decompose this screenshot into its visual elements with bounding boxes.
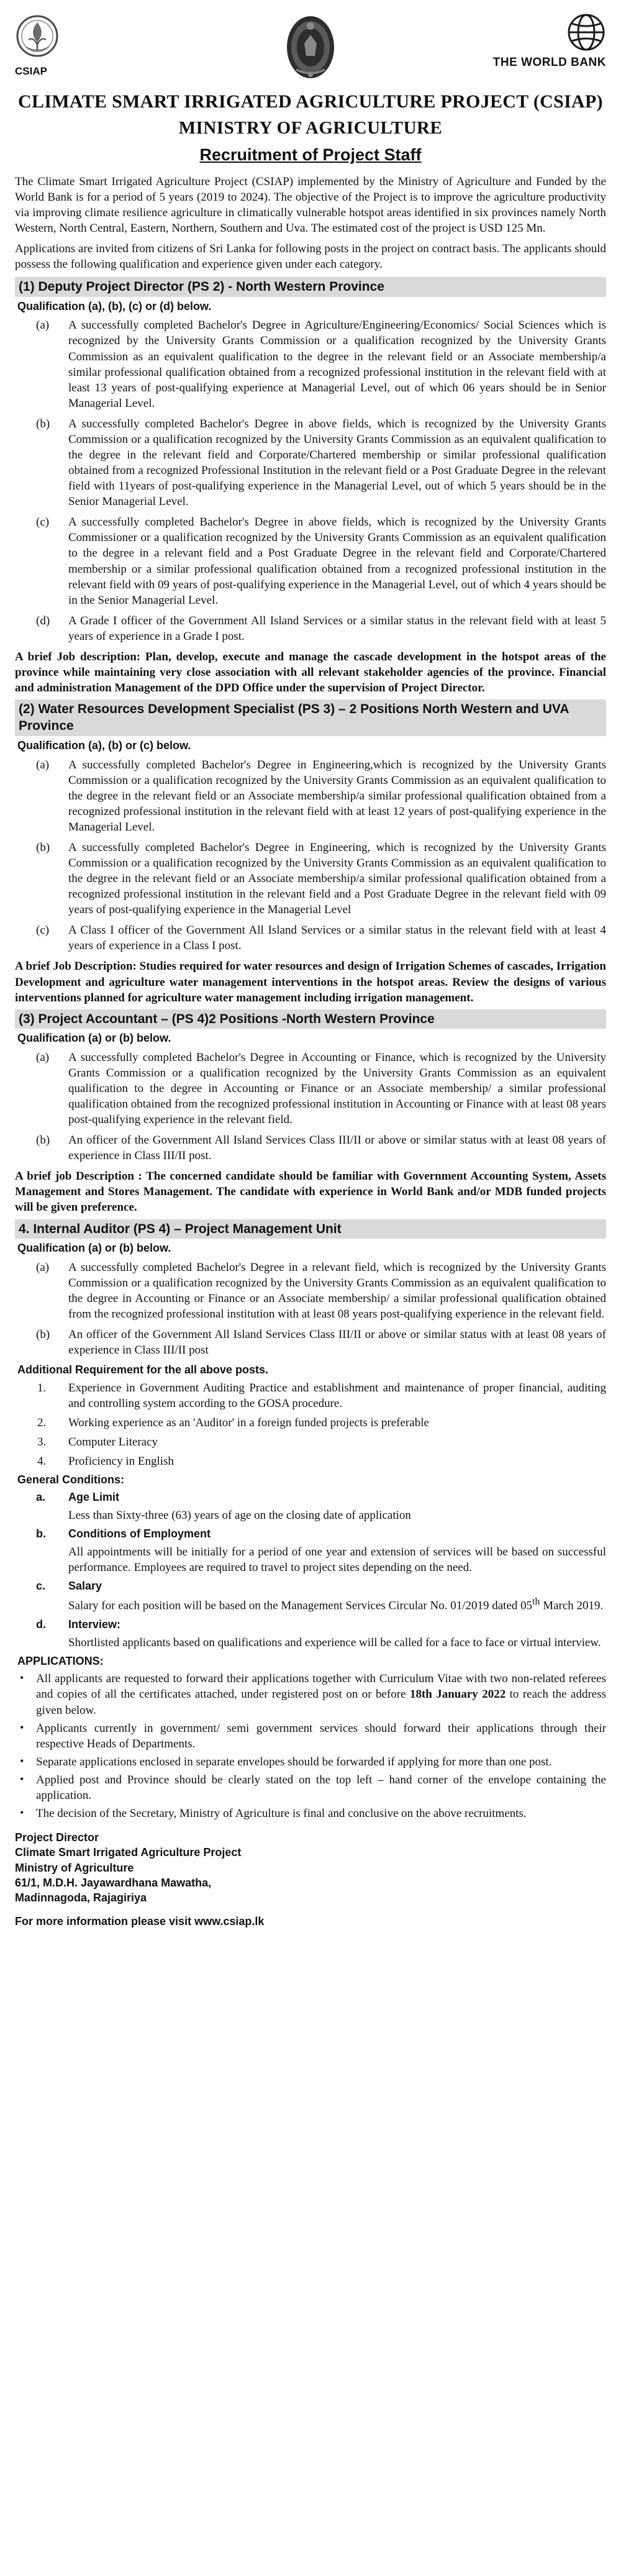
world-bank-globe-icon (566, 12, 606, 52)
address-line: 61/1, M.D.H. Jayawardhana Mawatha, (15, 1877, 212, 1889)
list-text: Applied post and Province should be clearly stated on the top left – hand corner of the envelope containing the application. (36, 1773, 606, 1802)
qualification-item (36, 514, 606, 608)
intro-paragraph: The Climate Smart Irrigated Agriculture Project (CSIAP) implemented by the Ministry of Agriculture and Funded by the World Bank is for a period of 5 years (2019 to 2024). The objective of the Project is to improve the agriculture productivity via improving climate resilience agriculture in climatically vulnerable hotspot areas identified in six provinces namely North Western, North Central, Eastern, Northern, Southern and Uva. The estimated cost of the project is USD 125 Mn. (15, 175, 606, 235)
qualification-line: Qualification (a) or (b) below. (17, 1032, 171, 1044)
header-logos (15, 12, 606, 88)
applications-section (15, 1654, 606, 1821)
list-text: Computer Literacy (68, 1436, 158, 1449)
qualification-text: An officer of the Government All Island Services Class III/II or above or similar status with at least 08 years of experience in Class III/II post. (68, 1134, 606, 1163)
condition-title: Interview: (68, 1618, 121, 1631)
sri-lanka-emblem-icon (284, 12, 337, 82)
csiap-emblem-icon (15, 12, 60, 62)
condition-label: a. (36, 1490, 46, 1503)
condition-title: Conditions of Employment (68, 1527, 211, 1540)
bullet-icon: • (20, 1754, 24, 1767)
applications-heading: APPLICATIONS: (17, 1654, 104, 1667)
ministry-name: MINISTRY OF AGRICULTURE (178, 118, 443, 138)
address-line: Climate Smart Irrigated Agriculture Project (15, 1846, 242, 1859)
list-item (36, 1380, 606, 1411)
list-item (20, 1671, 606, 1718)
job-description: A brief Job description: Plan, develop, execute and manage the cascade development in the hotspot areas of the province while maintaining very close association with all relevant stakeholder agencies of the province. Financial and administration Management of the DPD Office under the supervision of Project Director. (15, 650, 606, 695)
qualification-label: (b) (36, 417, 50, 430)
general-conditions (15, 1473, 606, 1650)
qualification-line: Qualification (a), (b), (c) or (d) below. (17, 299, 212, 312)
qualification-item (36, 613, 606, 644)
job-description: A brief Job Description: Studies required for water resources and design of Irrigation Schemes of cascades, Irrigation Development and agriculture water management interventions in the hotspot areas. Review the designs of various interventions planned for agriculture water management including irrigation management. (15, 960, 606, 1004)
qualification-text: A Class I officer of the Government All Island Services or a similar status in the relevant field with at least 4 years of experience in a Class I post. (68, 924, 606, 953)
qualification-item (36, 416, 606, 509)
address-line: Ministry of Agriculture (15, 1861, 134, 1874)
list-text: Separate applications enclosed in separate envelopes should be forwarded if applying for more than one post. (36, 1755, 552, 1768)
condition-label: d. (36, 1618, 46, 1631)
condition-title: Age Limit (68, 1490, 120, 1503)
condition-text: All appointments will be initially for a period of one year and extension of services will be based on successful performance. Employees are required to travel to project sites depending on the need. (68, 1545, 606, 1574)
condition-item (36, 1618, 606, 1650)
bullet-icon: • (20, 1672, 24, 1685)
qualification-label: (a) (36, 319, 50, 332)
general-conditions-list (36, 1490, 606, 1650)
qualification-label: (d) (36, 614, 50, 627)
list-number: 2. (37, 1416, 47, 1429)
list-text: Working experience as an 'Auditor' in a foreign funded projects is preferable (68, 1416, 429, 1429)
list-item (20, 1721, 606, 1752)
address-line: Madinnagoda, Rajagiriya (15, 1891, 147, 1905)
additional-list (36, 1380, 606, 1469)
post-section (15, 1009, 606, 1216)
list-number: 3. (37, 1436, 47, 1449)
qualification-label: (c) (36, 516, 50, 529)
qualification-item (36, 1132, 606, 1163)
list-item (36, 1454, 606, 1469)
project-title: CLIMATE SMART IRRIGATED AGRICULTURE PROJECT (CSIAP) (18, 91, 603, 112)
list-number: 1. (37, 1381, 47, 1395)
qualification-text: A successfully completed Bachelor's Degree in Engineering, which is recognized by the University Grants Commission or a qualification recognized by the University Grants Commission as an equivalent qualification to the degree in the relevant field or an Associate membership/a similar professional qualification obtained from a recognized professional institution in the relevant field and a Post Graduate Degree in the relevant field with 09 years of post-qualifying experience in the Managerial Level (68, 840, 606, 917)
qualification-text: A successfully completed Bachelor's Degree in Accounting or Finance, which is recognized by the University Grants Commission or a qualification recognized by the University Grants Commission as an equivalent qualification to the degree in Accounting or Finance or an Associate membership/ a similar professional qualification obtained from the recognized professional institution in Accounting or Finance with at least 08 years post-qualifying experience in the relevant field. (68, 1050, 606, 1127)
qualification-list (36, 1260, 606, 1358)
additional-requirements (15, 1363, 606, 1469)
recruitment-heading: Recruitment of Project Staff (199, 145, 422, 165)
list-text: Applicants currently in government/ semi government services should forward their applications through their respective Heads of Departments. (36, 1721, 606, 1750)
bullet-icon: • (20, 1721, 24, 1734)
text-segment: to reach the address given below. (36, 1688, 606, 1717)
section-title: (2) Water Resources Development Specialist (PS 3) – 2 Positions North Western and UVA Province (15, 699, 606, 736)
contact-address (15, 1830, 606, 1905)
salary-text-before: Salary for each position will be based on the Management Services Circular No. 01/2019 dated 05 (68, 1599, 533, 1613)
list-text: Experience in Government Auditing Practice and establishment and maintenance of proper financial, auditing and controlling system according to the GOSA procedure. (68, 1381, 606, 1410)
qualification-item (36, 1260, 606, 1322)
condition-text (68, 1596, 606, 1613)
world-bank-caption: THE WORLD BANK (492, 56, 606, 69)
qualification-text: A successfully completed Bachelor's Degree in Agriculture/Engineering/Economics/ Social Sciences which is recognized by the University Grants Commission or a qualification recognized by the University Grants Commission as an equivalent qualification to the degree in the relevant field or an Associate membership/a similar professional qualification obtained from a recognized professional institution in the relevant field with at least 13 years of post-qualifying experience at Managerial Level, out of which 06 years should be in Senior Managerial Level. (68, 319, 606, 410)
qualification-item (36, 922, 606, 953)
deadline-date: 18th January 2022 (409, 1688, 506, 1701)
qualification-label: (b) (36, 840, 50, 854)
qualification-text: A successfully completed Bachelor's Degree in Engineering,which is recognized by the University Grants Commission or a qualification recognized by the University Grants Commission as an equivalent qualification to the degree in the relevant field or an Associate membership/a similar professional qualification obtained from a recognized professional institution in the relevant field with at least 12 years of post-qualifying experience in the Managerial Level. (68, 758, 606, 834)
csiap-logo-caption: CSIAP (15, 65, 47, 77)
qualification-line: Qualification (a) or (b) below. (17, 1241, 171, 1254)
qualification-label: (c) (36, 924, 50, 937)
condition-item (36, 1490, 606, 1523)
general-heading: General Conditions: (17, 1473, 125, 1486)
list-number: 4. (37, 1455, 47, 1468)
post-section (15, 699, 606, 1006)
qualification-label: (b) (36, 1327, 50, 1341)
qualification-item (36, 757, 606, 835)
additional-heading: Additional Requirement for the all above posts. (17, 1363, 269, 1377)
post-section (15, 277, 606, 696)
qualification-item (36, 317, 606, 411)
website-info: For more information please visit www.csiap.lk (15, 1914, 265, 1927)
post-section (15, 1219, 606, 1359)
section-title: 4. Internal Auditor (PS 4) – Project Management Unit (15, 1219, 606, 1239)
qualification-text: A Grade I officer of the Government All Island Services or a similar status in the relevant field with at least 5 years of experience in a Grade I post. (68, 614, 606, 643)
qualification-text: A successfully completed Bachelor's Degree in a relevant field, which is recognized by the University Grants Commission or a qualification recognized by the University Grants Commission as an equivalent qualification to the degree in Accounting or Finance or an Associate membership/ a similar professional qualification obtained from the recognized professional institution with at least 08 years post-qualifying experience in the relevant field. (68, 1260, 606, 1321)
qualification-label: (a) (36, 1050, 50, 1064)
section-title: (3) Project Accountant – (PS 4)2 Positions -North Western Province (15, 1009, 606, 1029)
bullet-icon: • (20, 1806, 24, 1819)
date-ordinal: th (532, 1596, 540, 1608)
qualification-line: Qualification (a), (b) or (c) below. (17, 739, 191, 752)
qualification-text: A successfully completed Bachelor's Degree in above fields, which is recognized by the University Grants Commissioner or a qualification recognized by the University Grants Commission as an equivalent qualification to the degree in a relevant field and a Post Graduate Degree in the relevant field and Corporate/Chartered membership or a similar professional qualification obtained from a recognized professional institution in the relevant field with 09 years of post-qualifying experience in the Managerial Level, out of which 4 years should be in the Senior Managerial Level. (68, 516, 606, 607)
job-description: A brief job Description : The concerned candidate should be familiar with Government Accounting System, Assets Management and Stores Management. The candidate with experience in World Bank and/or MDB funded projects will be given preference. (15, 1170, 606, 1214)
qualification-list (36, 757, 606, 954)
qualification-list (36, 317, 606, 644)
address-line: Project Director (15, 1831, 99, 1844)
list-item (20, 1806, 606, 1821)
applications-list (20, 1671, 606, 1821)
qualification-label: (b) (36, 1134, 50, 1147)
condition-text: Less than Sixty-three (63) years of age on the closing date of application (68, 1508, 411, 1522)
list-item (36, 1434, 606, 1450)
qualification-text: An officer of the Government All Island Services Class III/II or above or similar status with at least 08 years of experience in Class III/II post (68, 1327, 606, 1357)
condition-title: Salary (68, 1579, 102, 1592)
list-text (36, 1671, 606, 1718)
bullet-icon: • (20, 1772, 24, 1785)
condition-label: b. (36, 1527, 46, 1540)
qualification-item (36, 840, 606, 917)
condition-text: Shortlisted applicants based on qualifications and experience will be called for a face to face or virtual interview. (68, 1636, 601, 1649)
qualification-label: (a) (36, 1260, 50, 1274)
government-emblem (273, 12, 348, 82)
qualification-item (36, 1327, 606, 1358)
list-item (36, 1415, 606, 1431)
text-segment: All applicants are requested to forward their applications together with Curriculum Vitae with two non-related referees and copies of all the certificates attached, under registered post on or before (36, 1672, 606, 1701)
world-bank-logo (482, 12, 606, 70)
list-text: Proficiency in English (68, 1455, 174, 1468)
section-title: (1) Deputy Project Director (PS 2) - North Western Province (15, 277, 606, 296)
condition-label: c. (36, 1579, 46, 1592)
condition-item (36, 1579, 606, 1614)
qualification-text: A successfully completed Bachelor's Degree in above fields, which is recognized by the University Grants Commission or a qualification recognized by the University Grants Commission as an equivalent qualification to the degree in the relevant field and Corporate/Chartered membership or similar professional qualification obtained from a recognized Professional Institution in the relevant field or a Post Graduate Degree in the relevant field with 11years of post-qualifying experience in the Managerial Level, out of which 5 years should be in the Senior Managerial Level. (68, 417, 606, 509)
salary-text-after: March 2019. (540, 1599, 604, 1613)
list-item (20, 1772, 606, 1803)
qualification-item (36, 1050, 606, 1127)
qualification-label: (a) (36, 758, 50, 771)
intro-paragraph: Applications are invited from citizens of Sri Lanka for following posts in the project on contract basis. The applicants should possess the following qualification and experience given under each category. (15, 242, 606, 271)
qualification-list (36, 1050, 606, 1164)
list-item (20, 1754, 606, 1770)
list-text: The decision of the Secretary, Ministry of Agriculture is final and conclusive on the above recruitments. (36, 1807, 527, 1821)
condition-item (36, 1527, 606, 1575)
csiap-logo (15, 12, 139, 78)
